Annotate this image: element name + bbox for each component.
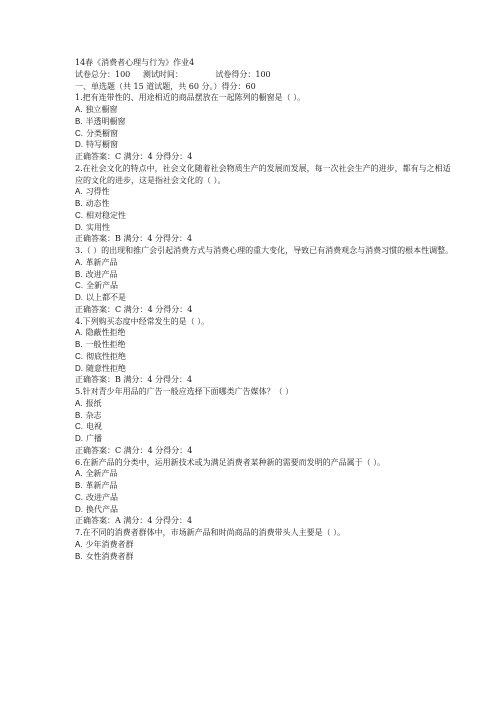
- question-block: [75, 92, 456, 163]
- answer-option: [75, 398, 456, 410]
- answer-option: [75, 421, 456, 433]
- option-letter: D.: [75, 140, 83, 150]
- correct-answer-line: 正确答案：C 满分：4 分得分：4: [75, 445, 193, 455]
- document-title: 14春《消费者心理与行为》作业4: [75, 58, 195, 67]
- option-text: 少年消费者群: [85, 539, 134, 549]
- option-text: 实用性: [86, 222, 110, 232]
- correct-answer-line: 正确答案：B 满分：4 分得分：4: [75, 234, 193, 244]
- question-list: [75, 92, 456, 562]
- option-letter: D.: [75, 293, 83, 302]
- option-text: 广播: [86, 434, 102, 443]
- answer-option: [75, 292, 456, 304]
- option-text: 一般性拒绝: [85, 340, 126, 349]
- option-text: 全新产品: [86, 281, 118, 291]
- option-letter: A.: [75, 105, 83, 114]
- question-stem: 2.在社会文化的特点中，社会文化随着社会物质生产的发展而发展，每一次社会生产的进步，都有与之相适应的文化的进步，这是指社会文化的（ ）。: [75, 163, 451, 185]
- option-letter: B.: [75, 269, 83, 279]
- total-score: 试卷总分：100: [75, 69, 131, 79]
- correct-answer-line: 正确答案：A 满分：4 分得分：4: [75, 516, 193, 526]
- question-stem: 5.针对青少年用品的广告一般应选择下面哪类广告媒体？（ ）: [75, 387, 294, 396]
- question-stem: 3.（ ）的出现和推广会引起消费方式与消费心理的重大变化，导致已有消费观念与消费习惯的根本性调整。: [75, 246, 454, 255]
- question-stem: 6.在新产品的分类中，运用新技术或为满足消费者某种新的需要而发明的产品属于（ ）。: [75, 457, 386, 467]
- answer-option: [75, 257, 456, 269]
- answer-option: [75, 468, 456, 480]
- answer-option: [75, 139, 456, 151]
- option-text: 全新产品: [85, 469, 118, 479]
- question-block: [75, 457, 456, 528]
- option-letter: C.: [75, 281, 83, 291]
- question-stem: 1.把有连带性的、用途相近的商品摆放在一起陈列的橱窗是（ ）。: [75, 93, 306, 103]
- option-letter: C.: [75, 128, 83, 138]
- option-text: 独立橱窗: [85, 105, 118, 114]
- question-block: [75, 163, 456, 245]
- option-text: 隐蔽性拒绝: [85, 328, 126, 338]
- option-letter: A.: [75, 328, 83, 338]
- obtained-score: 试卷得分：100: [215, 69, 271, 79]
- option-text: 随意性拒绝: [86, 363, 126, 373]
- option-letter: B.: [75, 481, 83, 490]
- section-heading: 一、单选题（共 15 道试题，共 60 分。）得分：60: [75, 81, 256, 91]
- option-text: 报纸: [85, 398, 102, 408]
- option-text: 相对稳定性: [86, 210, 126, 220]
- answer-option: [75, 480, 456, 492]
- option-text: 女性消费者群: [85, 551, 134, 561]
- option-letter: D.: [75, 504, 83, 514]
- question-block: [75, 527, 456, 562]
- option-text: 换代产品: [86, 504, 118, 514]
- correct-answer-line: 正确答案：C 满分：4 分得分：4: [75, 304, 193, 314]
- option-text: 动态性: [85, 199, 110, 208]
- option-text: 改进产品: [86, 492, 118, 502]
- answer-option: [75, 327, 456, 339]
- answer-option: [75, 116, 456, 128]
- option-text: 革新产品: [85, 481, 118, 490]
- option-letter: D.: [75, 434, 83, 443]
- answer-option: [75, 539, 456, 551]
- option-letter: B.: [75, 199, 83, 208]
- answer-option: [75, 186, 456, 198]
- option-letter: C.: [75, 492, 83, 502]
- correct-answer-line: 正确答案：C 满分：4 分得分：4: [75, 152, 193, 161]
- option-letter: A.: [75, 398, 83, 408]
- option-text: 分类橱窗: [86, 128, 118, 138]
- answer-option: [75, 280, 456, 292]
- option-letter: B.: [75, 551, 83, 561]
- answer-option: [75, 410, 456, 422]
- answer-option: [75, 363, 456, 375]
- answer-option: [75, 433, 456, 445]
- option-letter: A.: [75, 469, 83, 479]
- correct-answer-line: 正确答案：B 满分：4 分得分：4: [75, 375, 193, 385]
- option-letter: C.: [75, 422, 83, 432]
- question-stem: 7.在不同的消费者群体中，市场新产品和时尚商品的消费带头人主要是（ ）。: [75, 528, 346, 537]
- option-text: 彻底性拒绝: [86, 351, 126, 361]
- answer-option: [75, 504, 456, 516]
- question-block: [75, 386, 456, 457]
- answer-option: [75, 551, 456, 563]
- exam-meta: [75, 69, 456, 81]
- option-text: 习得性: [85, 187, 110, 197]
- answer-option: [75, 104, 456, 116]
- option-letter: A.: [75, 187, 83, 197]
- option-letter: D.: [75, 363, 83, 373]
- option-text: 电视: [86, 422, 102, 432]
- answer-option: [75, 128, 456, 140]
- option-text: 半透明橱窗: [85, 116, 126, 126]
- answer-option: [75, 351, 456, 363]
- option-letter: B.: [75, 340, 83, 349]
- answer-option: [75, 492, 456, 504]
- option-text: 以上都不是: [86, 293, 126, 302]
- answer-option: [75, 269, 456, 281]
- option-text: 杂志: [85, 410, 102, 420]
- question-stem: 4.下列购买态度中经常发生的是（ ）。: [75, 316, 210, 326]
- option-text: 改进产品: [85, 269, 118, 279]
- answer-option: [75, 198, 456, 210]
- option-letter: B.: [75, 410, 83, 420]
- answer-option: [75, 210, 456, 222]
- test-time: 测试时间：: [142, 69, 183, 79]
- answer-option: [75, 222, 456, 234]
- option-letter: A.: [75, 539, 83, 549]
- option-text: 特写橱窗: [86, 140, 118, 150]
- option-letter: D.: [75, 222, 83, 232]
- option-letter: B.: [75, 116, 83, 126]
- option-letter: C.: [75, 210, 83, 220]
- answer-option: [75, 339, 456, 351]
- option-letter: C.: [75, 351, 83, 361]
- question-block: [75, 245, 456, 316]
- option-text: 革新产品: [85, 257, 118, 267]
- option-letter: A.: [75, 257, 83, 267]
- question-block: [75, 316, 456, 387]
